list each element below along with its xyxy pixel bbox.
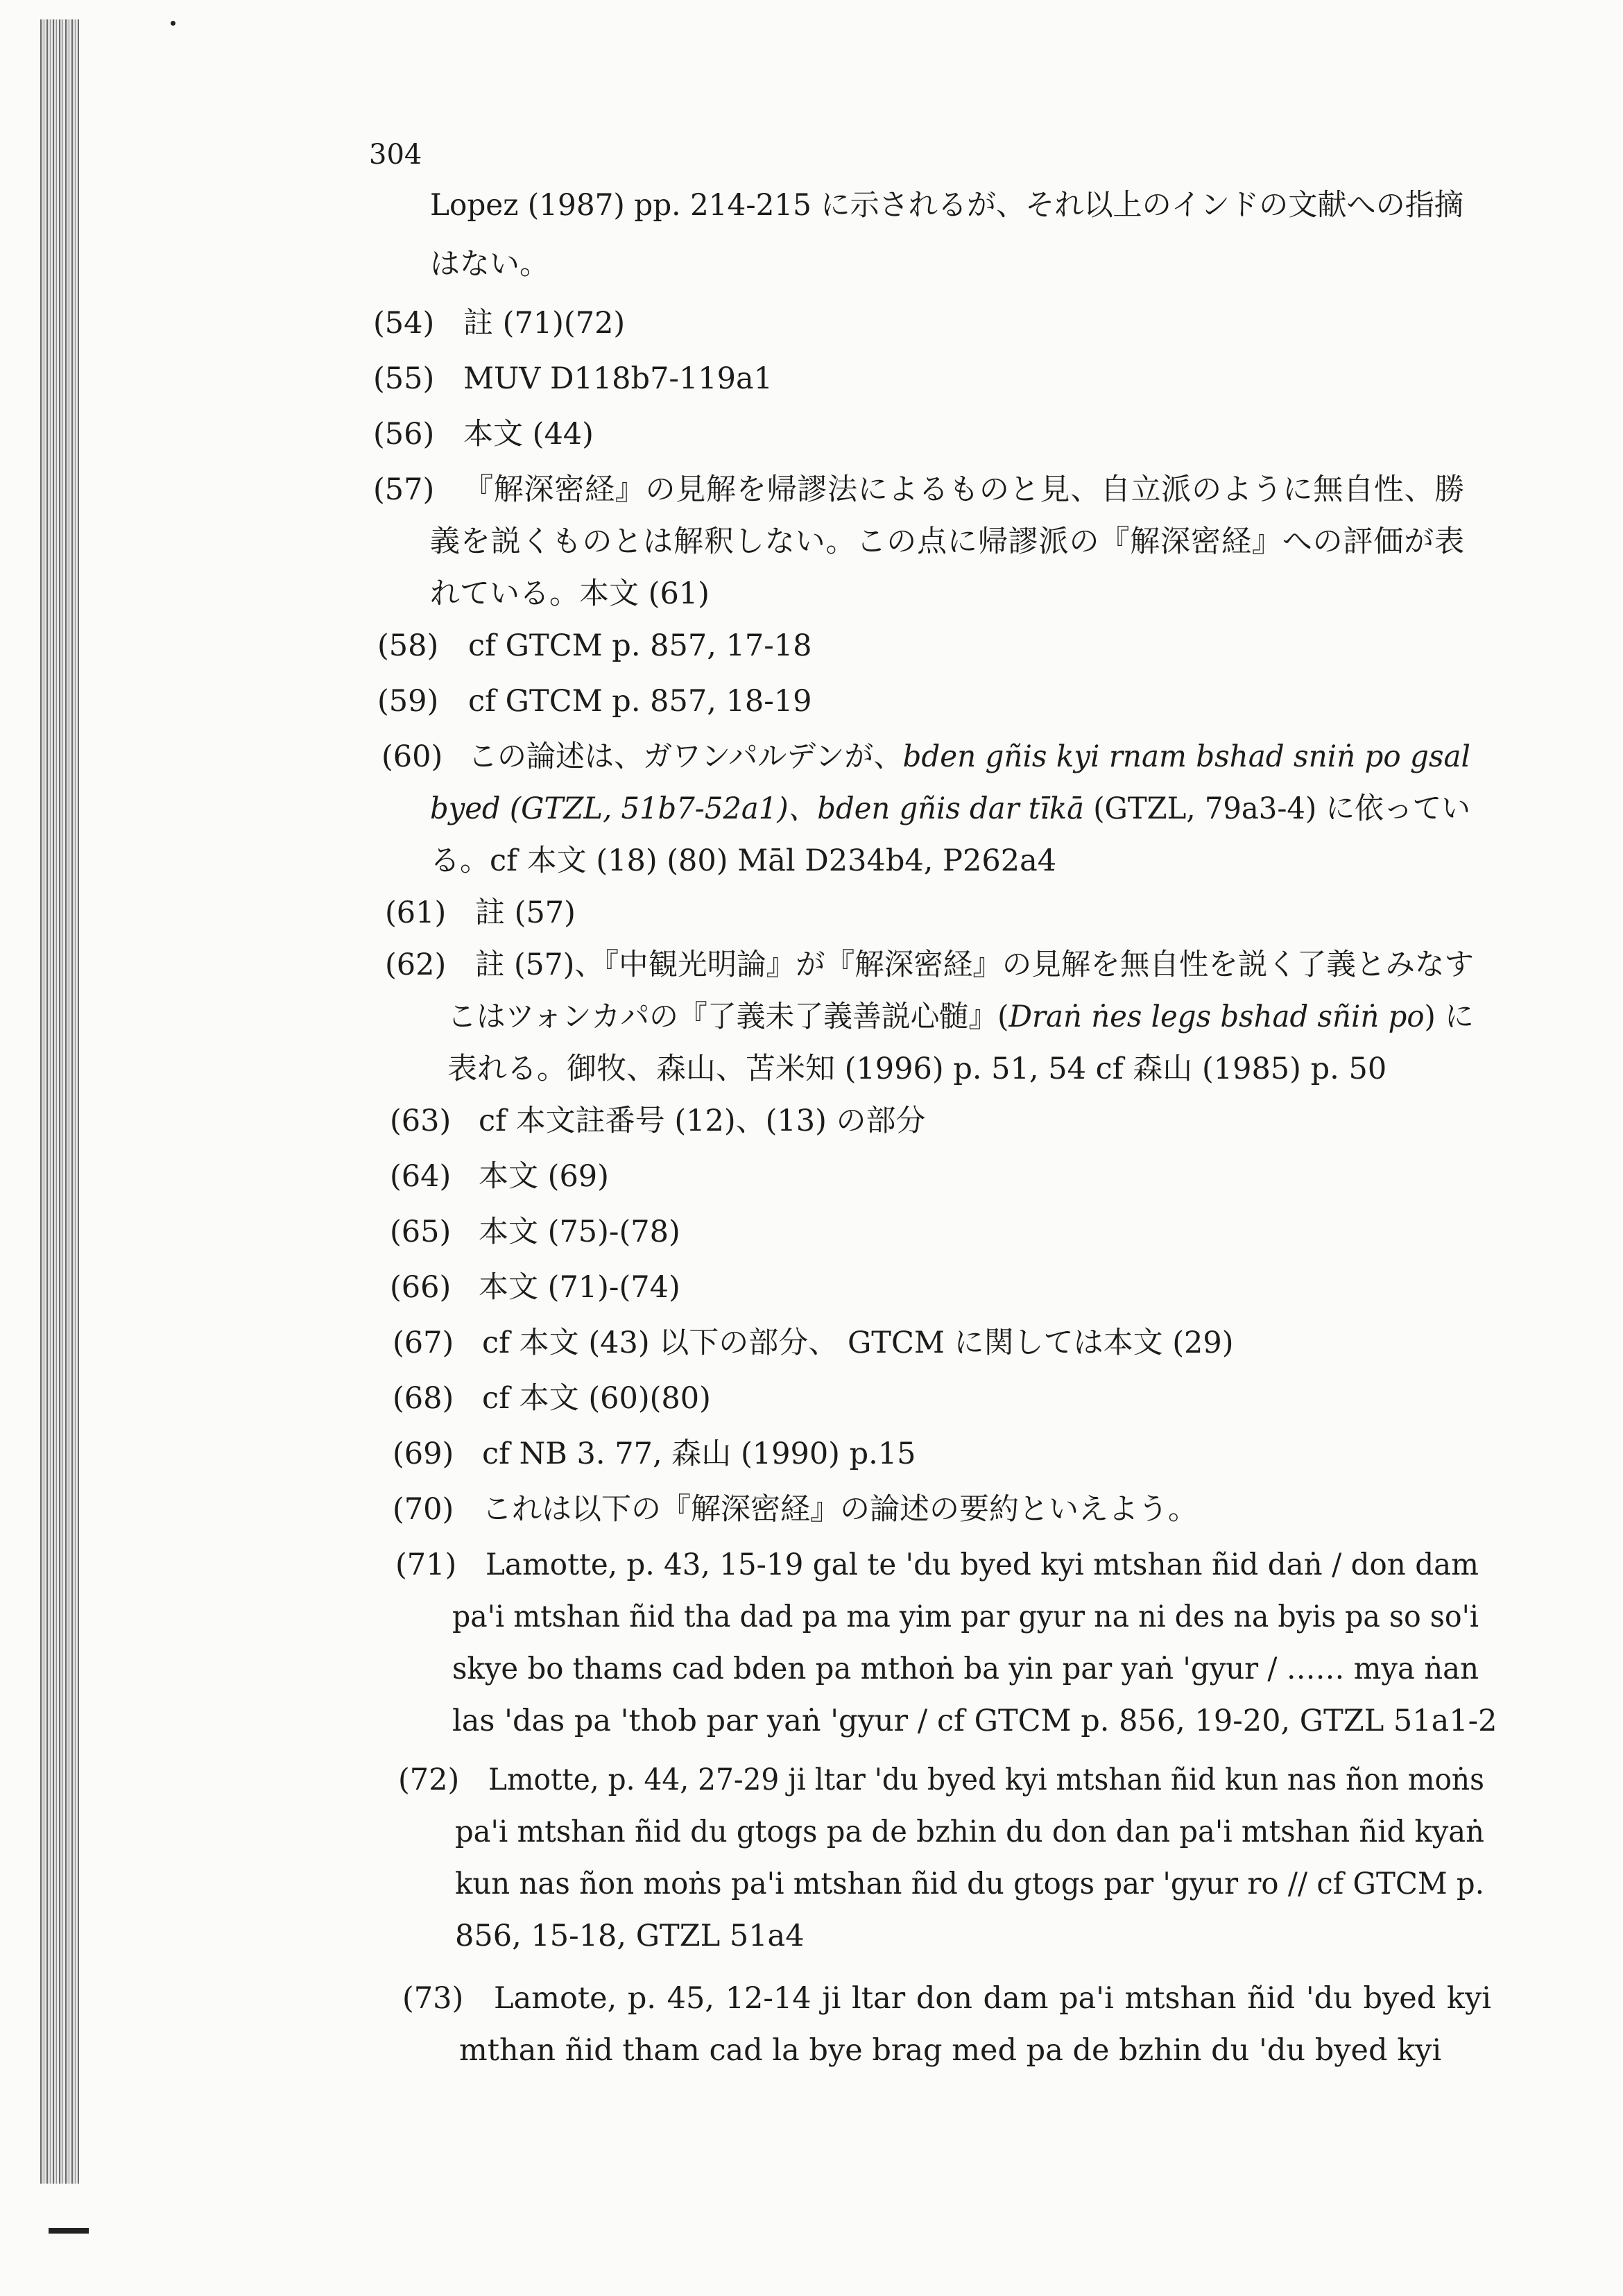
footnote-line: kun nas ñon moṅs pa'i mtshan ñid du gtogs par 'gyur ro // cf GTCM p. — [455, 1867, 1484, 1901]
text-run: ) に — [1424, 1000, 1474, 1034]
footnote-line: る。cf 本文 (18) (80) Māl D234b4, P262a4 — [430, 843, 1057, 878]
italic-title: Draṅ ṅes legs bshad sñiṅ po — [1008, 1000, 1425, 1034]
footnote-line: 本文 (44) — [463, 417, 594, 452]
footnote-number: (55) — [373, 361, 435, 396]
footnote-line: mthan ñid tham cad la bye brag med pa de bzhin du 'du byed kyi — [459, 2033, 1442, 2068]
text-run: (GTZL, 79a3-4) に依ってい — [1084, 791, 1470, 826]
footnote-number: (72) — [398, 1763, 460, 1797]
footnote-line: cf GTCM p. 857, 17-18 — [468, 628, 812, 663]
intro-line: はない。 — [430, 247, 549, 282]
footnote-line — [468, 739, 1470, 775]
footnote-number: (59) — [377, 684, 439, 719]
footnote-number: (62) — [385, 948, 447, 982]
footnote-line: cf 本文 (60)(80) — [482, 1381, 711, 1416]
italic-title: byed — [430, 791, 501, 826]
footnote-line: これは以下の『解深密経』の論述の要約といえよう。 — [482, 1492, 1198, 1527]
footnote-line: 本文 (71)-(74) — [479, 1270, 680, 1305]
italic-title: bden gñis dar tīkā — [817, 791, 1085, 826]
footnote-number: (67) — [393, 1326, 454, 1360]
binding-edge-mark — [49, 2228, 89, 2234]
footnote-line: 本文 (69) — [479, 1159, 609, 1194]
footnote-number: (61) — [385, 896, 447, 930]
scan-speck — [171, 21, 175, 26]
intro-line: Lopez (1987) pp. 214-215 に示されるが、それ以上のインドの文献への指摘 — [430, 188, 1463, 223]
footnote-line: cf GTCM p. 857, 18-19 — [468, 684, 812, 719]
footnote-line: skye bo thams cad bden pa mthoṅ ba yin par yaṅ 'gyur / …… mya ṅan — [452, 1652, 1479, 1686]
footnote-line: pa'i mtshan ñid tha dad pa ma yim par gyur na ni des na byis pa so so'i — [452, 1600, 1479, 1634]
footnote-line: Lamotte, p. 43, 15-19 gal te 'du byed kyi mtshan ñid daṅ / don dam — [486, 1548, 1479, 1582]
footnote-line: 本文 (75)-(78) — [479, 1215, 680, 1249]
footnote-number: (65) — [390, 1215, 452, 1249]
italic-title: bden gñis kyi rnam bshad sniṅ po gsal — [902, 739, 1470, 774]
footnote-number: (73) — [402, 1981, 464, 2016]
footnote-number: (70) — [393, 1492, 454, 1527]
footnote-number: (69) — [393, 1437, 454, 1471]
footnote-number: (60) — [381, 739, 443, 774]
footnote-line: 856, 15-18, GTZL 51a4 — [455, 1919, 805, 1953]
footnote-line: cf NB 3. 77, 森山 (1990) p.15 — [482, 1437, 916, 1471]
footnote-line: 義を説くものとは解釈しない。この点に帰謬派の『解深密経』への評価が表 — [430, 524, 1465, 559]
footnote-number: (57) — [373, 472, 435, 507]
footnote-number: (66) — [390, 1270, 452, 1305]
footnote-line: Lmotte, p. 44, 27-29 ji ltar 'du byed kyi mtshan ñid kun nas ñon moṅs — [488, 1763, 1484, 1797]
footnote-number: (56) — [373, 417, 435, 452]
footnote-line — [447, 999, 1474, 1035]
footnote-number: (58) — [377, 628, 439, 663]
book-binding-shadow — [40, 19, 79, 2184]
italic-title: (GTZL, 51b7-52a1)、 — [500, 791, 818, 826]
footnote-line — [430, 791, 1470, 827]
footnote-line: 註 (57) — [475, 896, 576, 930]
footnote-line: 註 (57)、『中観光明論』が『解深密経』の見解を無自性を説く了義とみなす — [475, 948, 1474, 982]
footnote-number: (68) — [393, 1381, 454, 1416]
footnote-line: 註 (71)(72) — [463, 306, 626, 341]
footnote-number: (64) — [390, 1159, 452, 1194]
footnote-line: 表れる。御牧、森山、苫米知 (1996) p. 51, 54 cf 森山 (1985) p. 50 — [447, 1052, 1387, 1086]
footnote-line: 『解深密経』の見解を帰謬法によるものと見、自立派のように無自性、勝 — [463, 472, 1465, 507]
footnote-line: Lamote, p. 45, 12-14 ji ltar don dam pa'i mtshan ñid 'du byed kyi — [494, 1981, 1491, 2016]
page-number: 304 — [369, 139, 422, 171]
footnote-line: las 'das pa 'thob par yaṅ 'gyur / cf GTCM p. 856, 19-20, GTZL 51a1-2 — [452, 1704, 1497, 1738]
text-run: こはツォンカパの『了義未了義善説心髄』( — [447, 1000, 1009, 1034]
footnote-line: cf 本文註番号 (12)、(13) の部分 — [479, 1104, 926, 1138]
footnote-number: (71) — [395, 1548, 457, 1582]
footnote-number: (63) — [390, 1104, 452, 1138]
footnote-line: cf 本文 (43) 以下の部分、 GTCM に関しては本文 (29) — [482, 1326, 1234, 1360]
text-run: この論述は、ガワンパルデンが、 — [468, 739, 903, 774]
footnote-line: れている。本文 (61) — [430, 576, 710, 611]
footnote-number: (54) — [373, 306, 435, 341]
footnote-line: MUV D118b7-119a1 — [463, 361, 773, 396]
footnote-line: pa'i mtshan ñid du gtogs pa de bzhin du don dan pa'i mtshan ñid kyaṅ — [455, 1815, 1484, 1849]
